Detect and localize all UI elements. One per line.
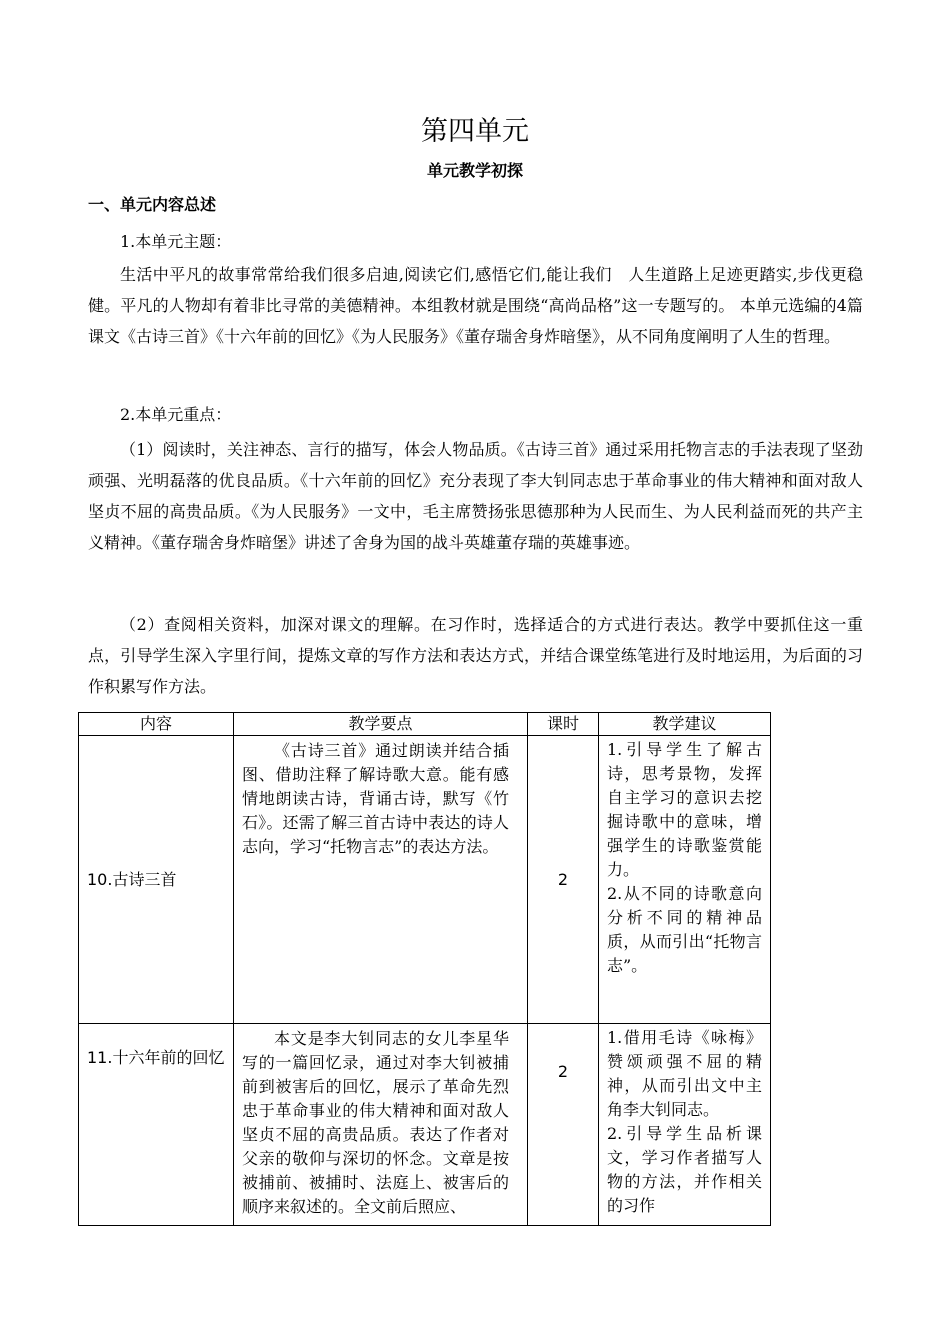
suggestion-item: 1.引导学生了解古诗，思考景物，发挥自主学习的意识去挖掘诗歌中的意味，增强学生的诗歌鉴赏能力。 — [607, 740, 762, 879]
table-header-row — [79, 713, 771, 736]
row-content: 10.古诗三首 — [79, 736, 234, 1024]
focus-label: 2.本单元重点： — [120, 405, 232, 424]
suggestion-item: 2.从不同的诗歌意向分析不同的精神品质，从而引出“托物言志”。 — [607, 884, 762, 975]
row-suggestions — [599, 736, 771, 1024]
theme-paragraph: 生活中平凡的故事常常给我们很多启迪,阅读它们,感悟它们,能让我们 人生道路上足迹更踏实,步伐更稳健。平凡的人物却有着非比寻常的美德精神。本组教材就是围绕“高尚品格”这一专题写的。 本单元选编的4篇课文《古诗三首》《十六年前的回忆》《为人民服务》《董存瑞舍身炸暗堡》，从不同角度阐明了人生的哲理。 — [88, 265, 863, 346]
lesson-table — [78, 712, 771, 1226]
row-suggestions — [599, 1024, 771, 1226]
row-hours: 2 — [528, 1024, 599, 1226]
row-points: 本文是李大钊同志的女儿李星华写的一篇回忆录，通过对李大钊被捕前到被害后的回忆，展示了革命先烈忠于革命事业的伟大精神和面对敌人坚贞不屈的高贵品质。表达了作者对父亲的敬仰与深切的怀念。文章是按被捕前、被捕时、法庭上、被害后的顺序来叙述的。全文前后照应、 — [234, 1024, 528, 1226]
theme-label: 1.本单元主题： — [120, 232, 232, 251]
header-hours: 课时 — [528, 713, 599, 736]
table-row — [79, 736, 771, 1024]
row-hours: 2 — [528, 736, 599, 1024]
header-suggestions: 教学建议 — [599, 713, 771, 736]
suggestion-item: 2.引导学生品析课文，学习作者描写人物的方法，并作相关的习作 — [607, 1124, 762, 1215]
unit-title: 第四单元 — [421, 116, 529, 147]
focus-paragraph-2: （2）查阅相关资料，加深对课文的理解。在习作时，选择适合的方式进行表达。教学中要抓住这一重点，引导学生深入字里行间，提炼文章的写作方法和表达方式，并结合课堂练笔进行及时地运用，为后面的习作积累写作方法。 — [88, 615, 863, 696]
focus-paragraph-1: （1）阅读时，关注神态、言行的描写，体会人物品质。《古诗三首》通过采用托物言志的手法表现了坚劲顽强、光明磊落的优良品质。《十六年前的回忆》充分表现了李大钊同志忠于革命事业的伟大精神和面对敌人坚贞不屈的高贵品质。《为人民服务》一文中，毛主席赞扬张思德那种为人民而生、为人民利益而死的共产主义精神。《董存瑞舍身炸暗堡》讲述了舍身为国的战斗英雄董存瑞的英雄事迹。 — [88, 440, 863, 552]
row-content: 11.十六年前的回忆 — [79, 1024, 234, 1226]
table-row — [79, 1024, 771, 1226]
section-heading: 一、单元内容总述 — [88, 195, 217, 214]
suggestion-item: 1.借用毛诗《咏梅》赞颂顽强不屈的精神，从而引出文中主角李大钊同志。 — [607, 1028, 762, 1119]
header-points: 教学要点 — [234, 713, 528, 736]
unit-subtitle: 单元教学初探 — [426, 161, 523, 180]
row-points: 《古诗三首》通过朗读并结合插图、借助注释了解诗歌大意。能有感情地朗读古诗，背诵古诗，默写《竹石》。还需了解三首古诗中表达的诗人志向，学习“托物言志”的表达方法。 — [234, 736, 528, 1024]
header-content: 内容 — [79, 713, 234, 736]
